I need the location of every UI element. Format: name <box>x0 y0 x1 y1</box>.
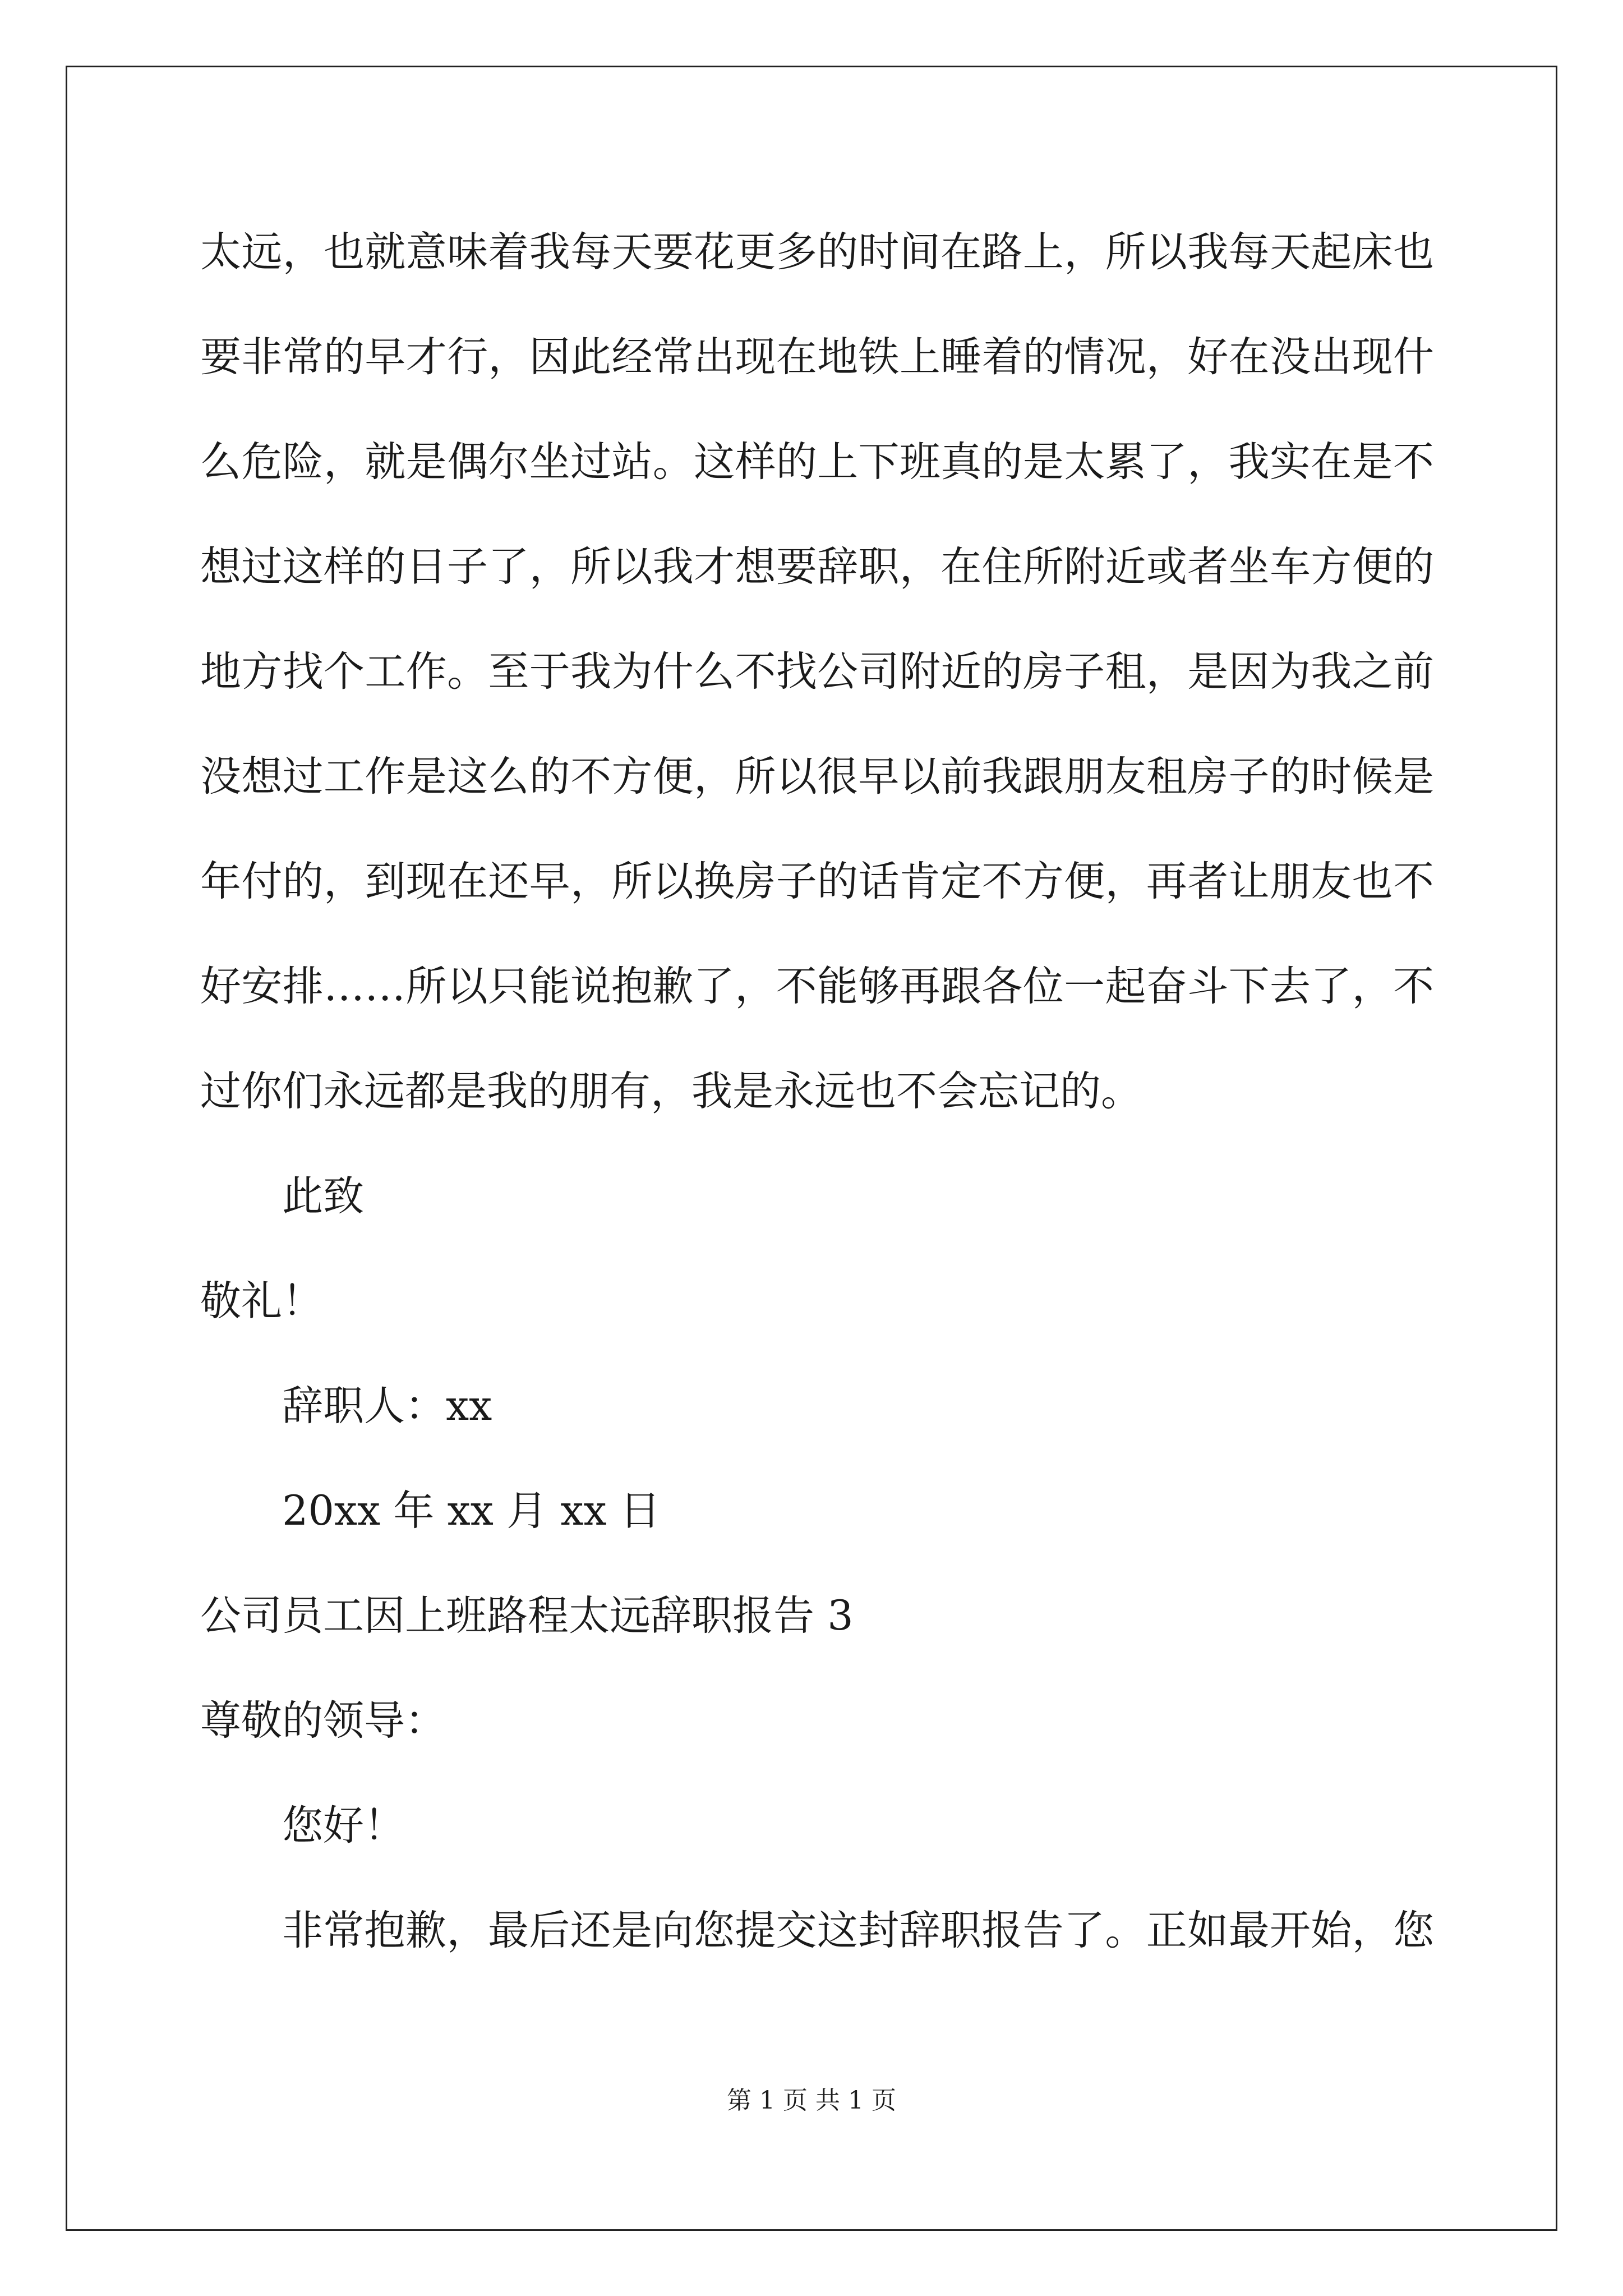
body-line-last: 非常抱歉，最后还是向您提交这封辞职报告了。正如最开始，您 <box>282 1907 1434 1954</box>
body-line-3: 么危险，就是偶尔坐过站。这样的上下班真的是太累了，我实在是不 <box>200 438 1434 486</box>
closing-salutation: 此致 <box>282 1172 364 1220</box>
body-line-5: 地方找个工作。至于我为什么不找公司附近的房子租，是因为我之前 <box>200 648 1434 696</box>
greeting-recipient: 尊敬的领导： <box>200 1697 446 1745</box>
section-title: 公司员工因上班路程太远辞职报告 3 <box>200 1592 854 1640</box>
body-line-7: 年付的，到现在还早，所以换房子的话肯定不方便，再者让朋友也不 <box>200 858 1434 905</box>
body-line-1: 太远，也就意味着我每天要花更多的时间在路上，所以我每天起床也 <box>200 228 1434 276</box>
body-line-4: 想过这样的日子了，所以我才想要辞职，在住所附近或者坐车方便的 <box>200 543 1434 591</box>
greeting-hello: 您好！ <box>282 1802 405 1849</box>
body-line-9: 过你们永远都是我的朋有，我是永远也不会忘记的。 <box>200 1068 1142 1115</box>
body-line-8: 好安排……所以只能说抱歉了，不能够再跟各位一起奋斗下去了，不 <box>200 963 1434 1010</box>
date-line: 20xx 年 xx 月 xx 日 <box>282 1487 661 1535</box>
closing-regards: 敬礼！ <box>200 1277 323 1325</box>
body-line-6: 没想过工作是这么的不方便，所以很早以前我跟朋友租房子的时候是 <box>200 753 1434 800</box>
signature-line: 辞职人：xx <box>282 1382 492 1430</box>
body-line-2: 要非常的早才行，因此经常出现在地铁上睡着的情况，好在没出现什 <box>200 333 1434 381</box>
page-footer: 第 1 页 共 1 页 <box>727 2086 896 2115</box>
